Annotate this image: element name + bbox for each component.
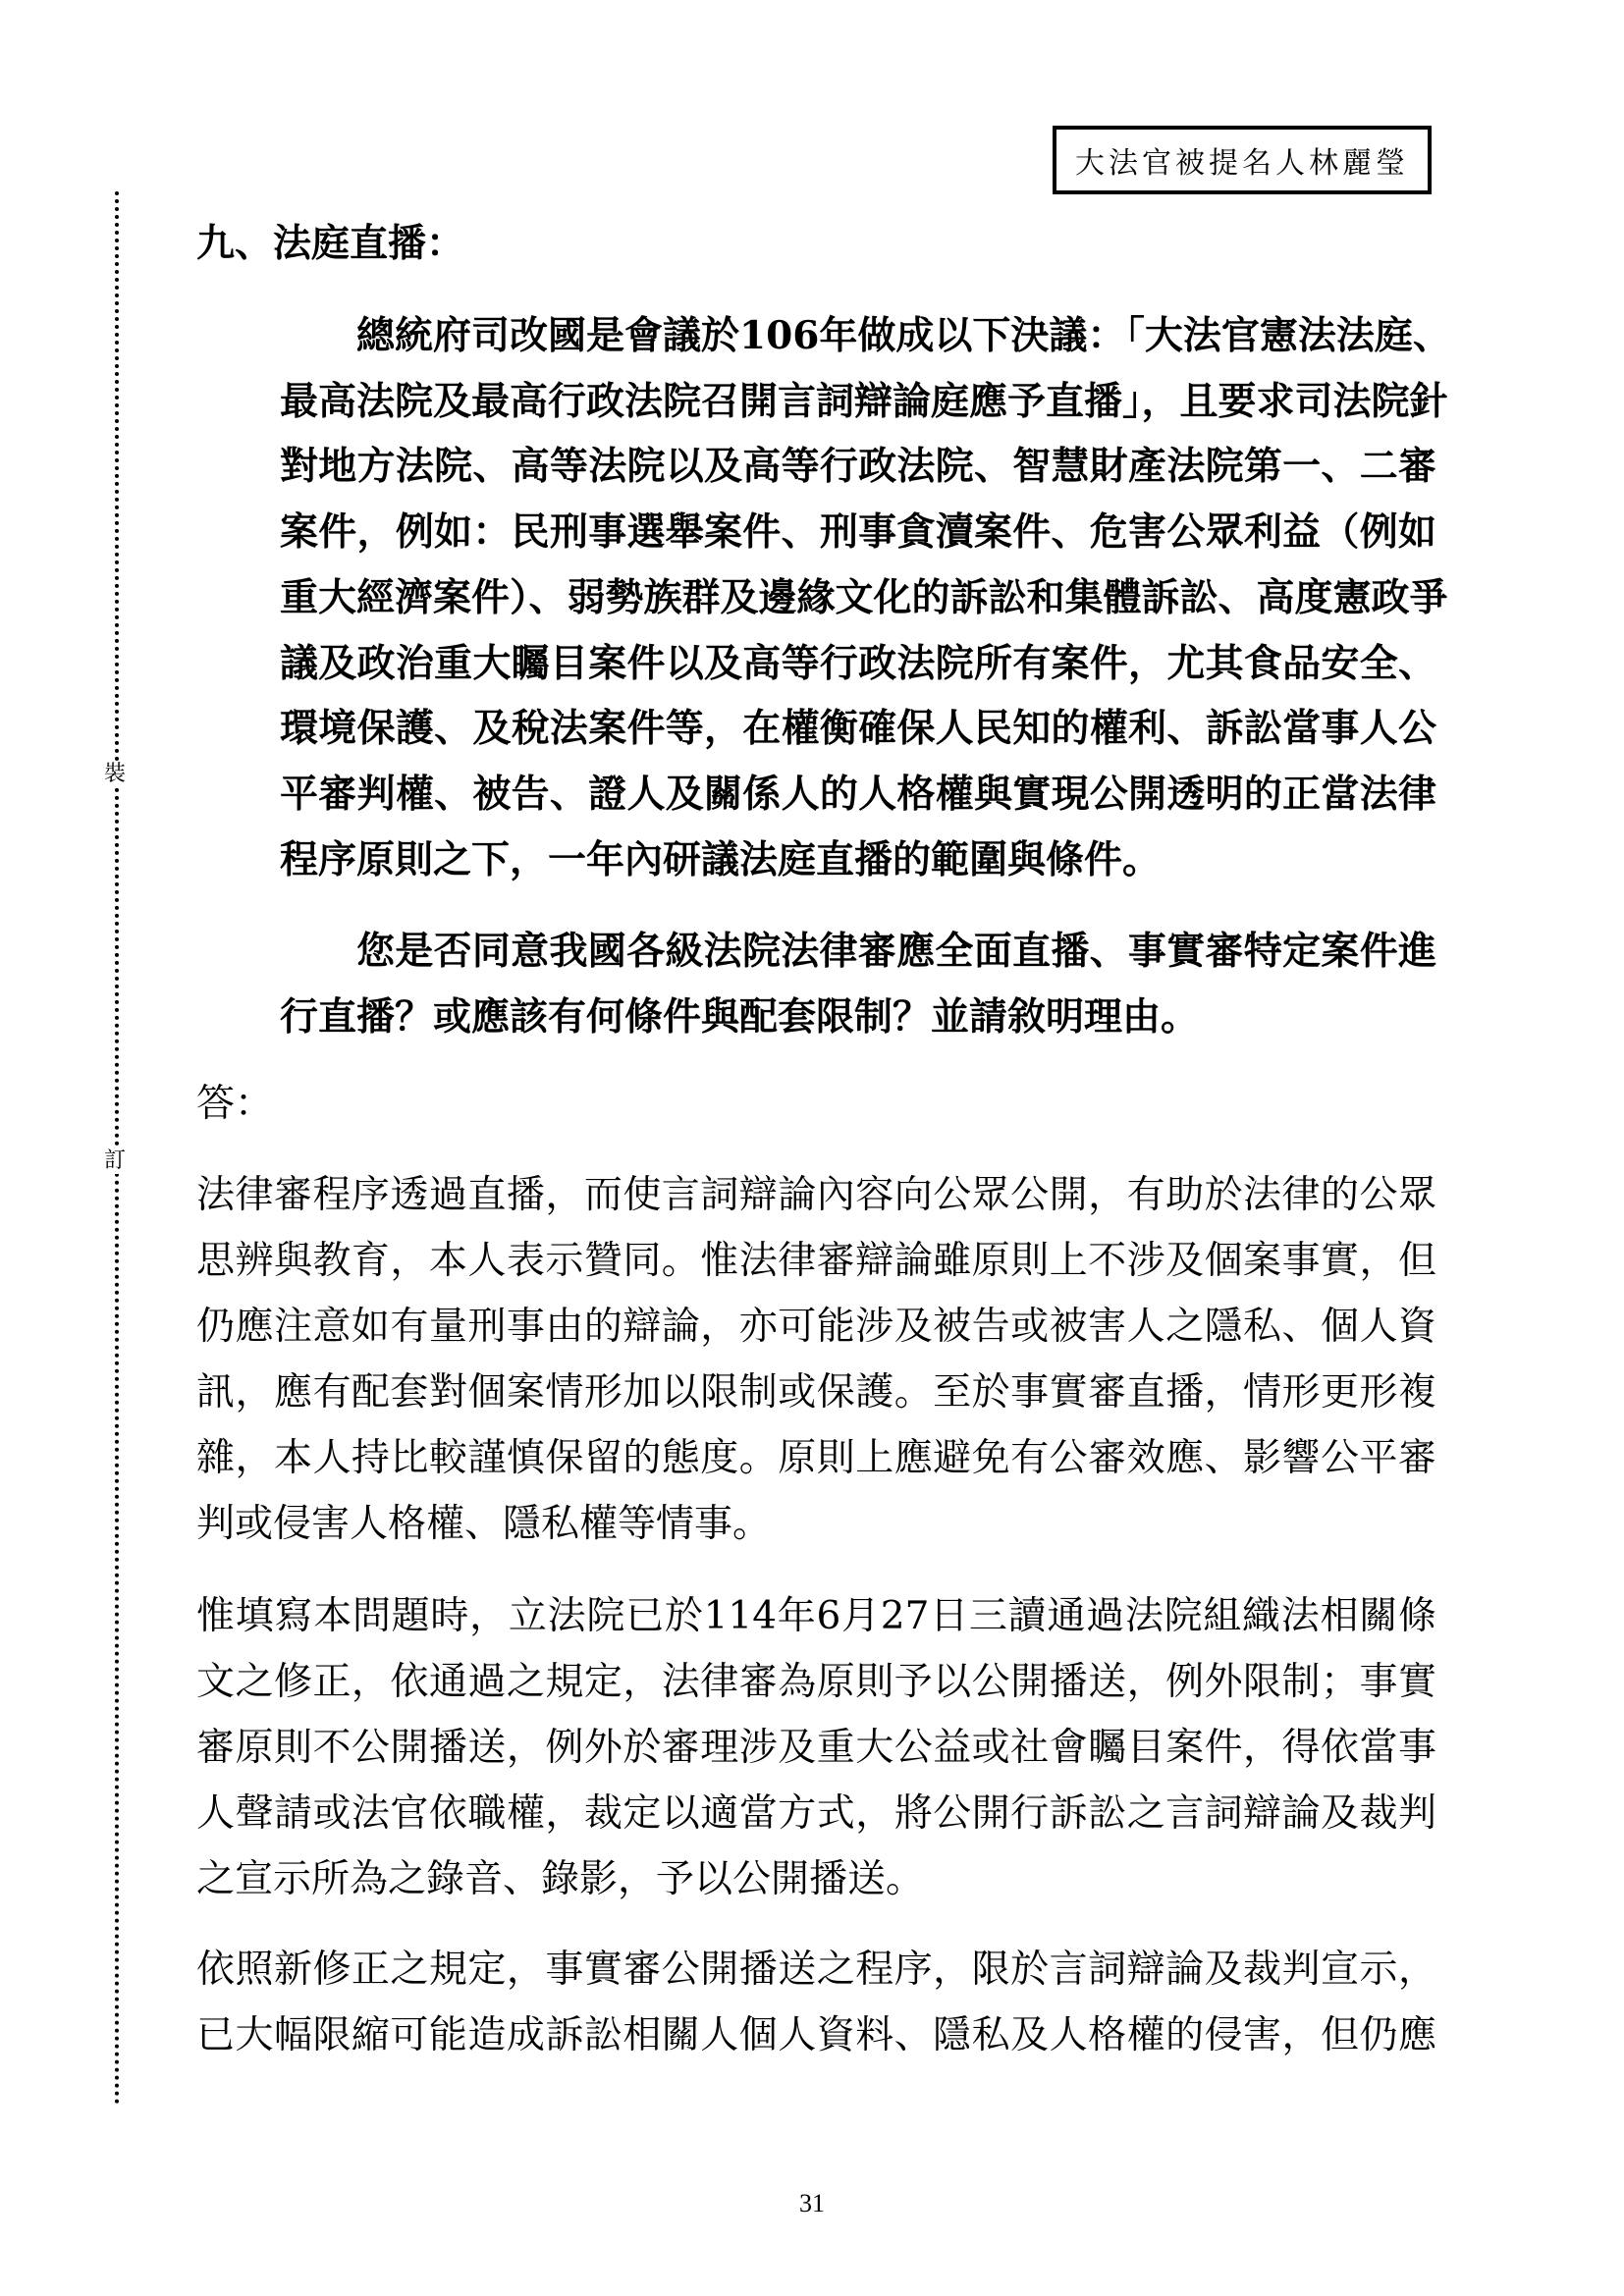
paragraph-line: 仍應注意如有量刑事由的辯論，亦可能涉及被告或被害人之隱私、個人資 (196, 1305, 1436, 1349)
paragraph-line: 人聲請或法官依職權，裁定以適當方式，將公開行訴訟之言詞辯論及裁判 (196, 1791, 1436, 1836)
paragraph-line: 對地方法院、高等法院以及高等行政法院、智慧財產法院第一、二審 (280, 444, 1436, 490)
paragraph-line: 思辨與教育，本人表示贊同。惟法律審辯論雖原則上不涉及個案事實，但 (196, 1239, 1436, 1283)
paragraph-line: 惟填寫本問題時，立法院已於114年6月27日三讀通過法院組織法相關條 (196, 1594, 1436, 1638)
paragraph-line: 訊，應有配套對個案情形加以限制或保護。至於事實審直播，情形更形複 (196, 1370, 1436, 1415)
answer-label: 答： (196, 1082, 274, 1126)
paragraph-line: 您是否同意我國各級法院法律審應全面直播、事實審特定案件進 (356, 929, 1436, 974)
nominee-header-box (1053, 126, 1432, 194)
binding-label-bottom: 訂 (104, 1148, 127, 1173)
paragraph-line: 行直播？或應該有何條件與配套限制？並請敘明理由。 (280, 993, 1200, 1040)
binding-label-top: 裝 (104, 762, 127, 786)
paragraph-line: 之宣示所為之錄音、錄影，予以公開播送。 (196, 1857, 925, 1901)
paragraph-line: 判或侵害人格權、隱私權等情事。 (196, 1502, 772, 1546)
paragraph-line: 法律審程序透過直播，而使言詞辯論內容向公眾公開，有助於法律的公眾 (196, 1173, 1436, 1217)
section-heading: 九、法庭直播： (196, 221, 465, 266)
paragraph-line: 審原則不公開播送，例外於審理涉及重大公益或社會矚目案件，得依當事 (196, 1726, 1436, 1770)
paragraph-line: 文之修正，依通過之規定，法律審為原則予以公開播送，例外限制；事實 (196, 1660, 1436, 1704)
paragraph-line: 依照新修正之規定，事實審公開播送之程序，限於言詞辯論及裁判宣示， (196, 1948, 1436, 1992)
paragraph-line: 總統府司改國是會議於106年做成以下決議：「大法官憲法法庭、 (356, 313, 1451, 358)
paragraph-line: 重大經濟案件）、弱勢族群及邊緣文化的訴訟和集體訴訟、高度憲政爭 (280, 574, 1448, 620)
paragraph-line: 已大幅限縮可能造成訴訟相關人個人資料、隱私及人格權的侵害，但仍應 (196, 2013, 1436, 2057)
paragraph-line: 議及政治重大矚目案件以及高等行政法院所有案件，尤其食品安全、 (280, 640, 1436, 686)
paragraph-line: 雜，本人持比較謹慎保留的態度。原則上應避免有公審效應、影響公平審 (196, 1436, 1436, 1480)
paragraph-line: 程序原則之下，一年內研議法庭直播的範圍與條件。 (280, 836, 1162, 882)
nominee-label: 大法官被提名人林麗瑩 (1075, 146, 1409, 181)
paragraph-line: 最高法院及最高行政法院召開言詞辯論庭應予直播」，且要求司法院針 (280, 378, 1448, 424)
paragraph-line: 案件，例如：民刑事選舉案件、刑事貪瀆案件、危害公眾利益（例如 (280, 509, 1436, 556)
paragraph-line: 平審判權、被告、證人及關係人的人格權與實現公開透明的正當法律 (280, 771, 1436, 817)
paragraph-line: 環境保護、及稅法案件等，在權衡確保人民知的權利、訴訟當事人公 (280, 706, 1436, 752)
page-number: 31 (799, 2189, 825, 2217)
